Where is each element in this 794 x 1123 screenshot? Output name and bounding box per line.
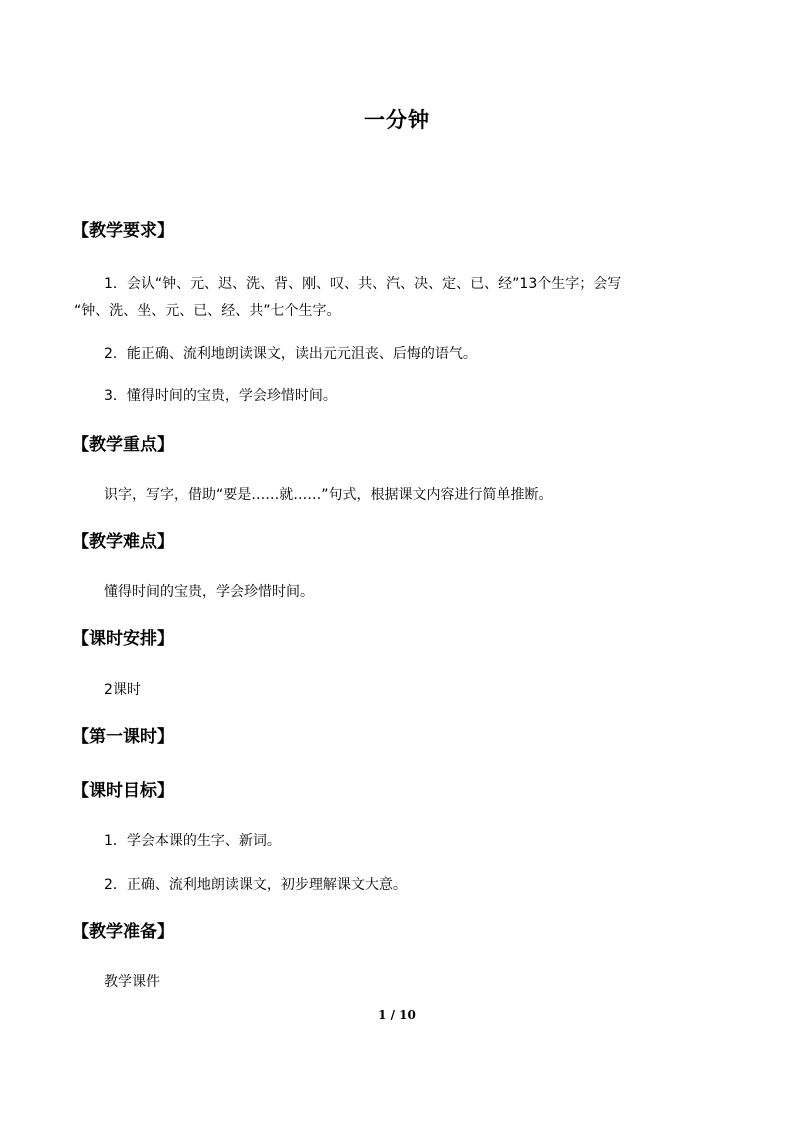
- preparation-text: 教学课件: [104, 974, 160, 990]
- heading-preparation: 【教学准备】: [72, 922, 174, 942]
- lesson-goal-item-2: 2．正确、流利地朗读课文，初步理解课文大意。: [104, 877, 407, 893]
- page-number: 1 / 10: [378, 1008, 416, 1022]
- document-title: 一分钟: [364, 108, 430, 132]
- requirement-item-3: 3．懂得时间的宝贵，学会珍惜时间。: [104, 388, 337, 404]
- difficulties-text: 懂得时间的宝贵，学会珍惜时间。: [104, 584, 314, 600]
- heading-schedule: 【课时安排】: [72, 629, 174, 649]
- heading-key-points: 【教学重点】: [72, 435, 174, 455]
- schedule-text: 2课时: [104, 682, 141, 698]
- heading-first-lesson: 【第一课时】: [72, 727, 174, 747]
- lesson-goal-item-1: 1．学会本课的生字、新词。: [104, 833, 281, 849]
- heading-lesson-goals: 【课时目标】: [72, 781, 174, 801]
- heading-teaching-requirements: 【教学要求】: [72, 221, 174, 241]
- requirement-item-2: 2．能正确、流利地朗读课文，读出元元沮丧、后悔的语气。: [104, 346, 477, 362]
- requirement-item-1: 1．会认“钟、元、迟、洗、背、刚、叹、共、汽、决、定、已、经”13个生字；会写: [104, 276, 622, 292]
- requirement-item-1-continued: “钟、洗、坐、元、已、经、共”七个生字。: [74, 303, 341, 319]
- heading-difficulties: 【教学难点】: [72, 532, 174, 552]
- key-points-text: 识字，写字，借助“要是……就……”句式，根据课文内容进行简单推断。: [104, 487, 553, 503]
